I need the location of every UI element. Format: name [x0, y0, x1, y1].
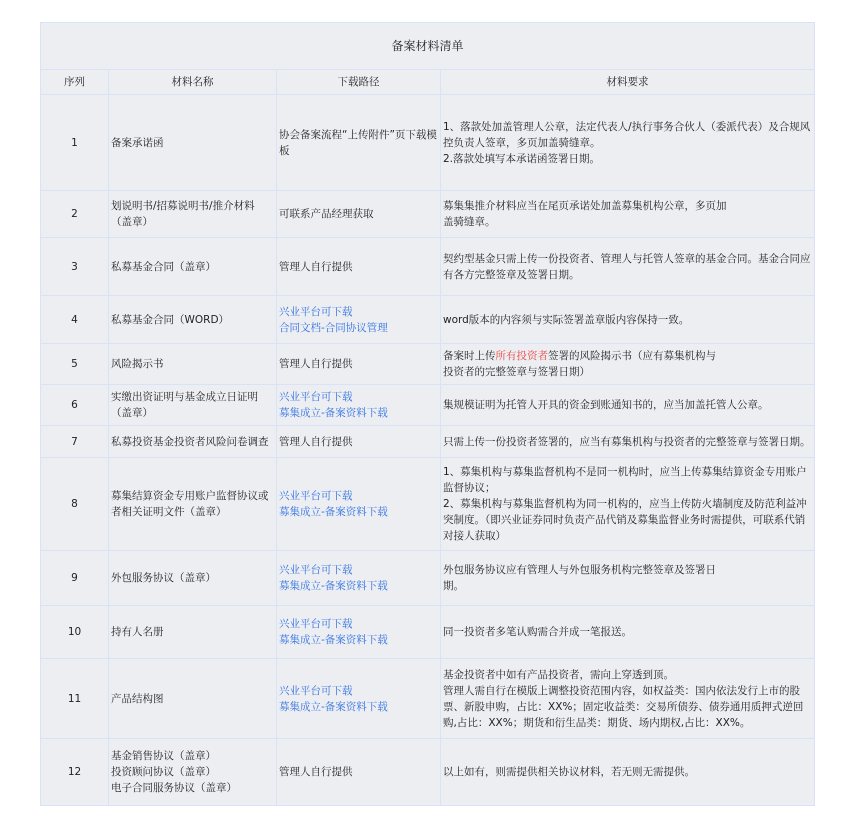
- cell-requirement: [441, 426, 815, 458]
- cell-name: [109, 95, 277, 191]
- cell-name: [109, 739, 277, 806]
- material-name: 风险揭示书: [111, 358, 164, 370]
- cell-seq: 5: [41, 344, 109, 385]
- material-name: 私募基金合同（盖章）: [111, 260, 216, 273]
- cell-name: [109, 344, 277, 385]
- download-link[interactable]: 兴业平台可下载: [279, 564, 353, 576]
- cell-path: [277, 296, 441, 344]
- material-name: 划说明书/招募说明书/推介材料（盖章）: [111, 200, 255, 228]
- header-requirement: 材料要求: [441, 70, 815, 95]
- header-name: 材料名称: [109, 70, 277, 95]
- cell-path: [277, 385, 441, 426]
- requirement-text: 盖骑缝章。: [443, 216, 496, 228]
- cell-path: [277, 606, 441, 659]
- cell-seq: 12: [41, 739, 109, 806]
- table-row: [41, 659, 815, 739]
- cell-seq: 7: [41, 426, 109, 458]
- cell-path: [277, 426, 441, 458]
- cell-path: [277, 344, 441, 385]
- requirement-fragment: 备案时上传: [443, 350, 496, 362]
- table-row: [41, 551, 815, 606]
- cell-name: [109, 551, 277, 606]
- cell-seq: 3: [41, 238, 109, 296]
- download-path-text: 管理人自行提供: [279, 358, 353, 370]
- download-path-text: 协会备案流程“上传附件”页下载模板: [279, 128, 437, 157]
- cell-requirement: [441, 458, 815, 551]
- download-link[interactable]: 兴业平台可下载: [279, 391, 353, 403]
- material-name: 电子合同服务协议（盖章）: [111, 782, 237, 794]
- material-name: 备案承诺函: [111, 136, 164, 149]
- material-name: 私募投资基金投资者风险问卷调查: [111, 435, 269, 448]
- cell-requirement: [441, 551, 815, 606]
- requirement-text: 期。: [443, 580, 464, 592]
- cell-path: [277, 95, 441, 191]
- requirement-text: 募集集推介材料应当在尾页承诺处加盖募集机构公章，多页加: [443, 200, 727, 212]
- cell-seq: 8: [41, 458, 109, 551]
- requirement-text: 1、落款处加盖管理人公章，法定代表人/执行事务合伙人（委派代表）及合规风控负责人签章，多页加盖骑缝章。: [443, 120, 811, 149]
- table-title: 备案材料清单: [41, 23, 815, 70]
- cell-name: [109, 426, 277, 458]
- cell-name: [109, 191, 277, 238]
- cell-name: [109, 606, 277, 659]
- table-row: [41, 385, 815, 426]
- download-path-text: 可联系产品经理获取: [279, 208, 374, 220]
- cell-requirement: [441, 95, 815, 191]
- material-name: 持有人名册: [111, 626, 164, 638]
- download-link[interactable]: 兴业平台可下载: [279, 684, 353, 697]
- cell-name: [109, 458, 277, 551]
- cell-name: [109, 296, 277, 344]
- header-seq: 序列: [41, 70, 109, 95]
- cell-requirement: [441, 385, 815, 426]
- table-row: [41, 191, 815, 238]
- header-row: [41, 70, 815, 95]
- table-row: [41, 238, 815, 296]
- table-row: [41, 606, 815, 659]
- table-row: [41, 426, 815, 458]
- requirement-text: 基金投资者中如有产品投资者，需向上穿透到顶。: [443, 668, 674, 681]
- requirement-text: 同一投资者多笔认购需合并成一笔报送。: [443, 626, 632, 638]
- requirement-text: 2.落款处填写本承诺函签署日期。: [443, 152, 601, 165]
- cell-path: [277, 458, 441, 551]
- download-link[interactable]: 募集成立-备案资料下载: [279, 580, 388, 592]
- cell-path: [277, 191, 441, 238]
- cell-requirement: [441, 191, 815, 238]
- download-link[interactable]: 募集成立-备案资料下载: [279, 506, 388, 518]
- requirement-text: word版本的内容须与实际签署盖章版内容保持一致。: [443, 313, 690, 326]
- cell-seq: 4: [41, 296, 109, 344]
- cell-requirement: [441, 659, 815, 739]
- materials-table: [40, 22, 815, 806]
- download-link[interactable]: 募集成立-备案资料下载: [279, 407, 388, 419]
- download-path-text: 管理人自行提供: [279, 766, 353, 778]
- table-row: [41, 95, 815, 191]
- requirement-text: 集规模证明为托管人开具的资金到账通知书的，应当加盖托管人公章。: [443, 399, 769, 411]
- download-path-text: 管理人自行提供: [279, 435, 353, 448]
- cell-requirement: [441, 296, 815, 344]
- requirement-text: 1、募集机构与募集监督机构不是同一机构时，应当上传募集结算资金专用账户监督协议；: [443, 466, 807, 494]
- cell-path: [277, 739, 441, 806]
- requirement-text: 管理人需自行在模版上调整投资范围内容，如权益类：国内依法发行上市的股票、新股申购，占比：XX%；固定收益类：交易所债券、债券通用质押式逆回购,占比：XX%；期货和衍生品类：期货、场内期权,占比：XX%。: [443, 684, 804, 729]
- material-name: 私募基金合同（WORD）: [111, 313, 230, 326]
- cell-requirement: [441, 739, 815, 806]
- table-row: [41, 739, 815, 806]
- requirement-text: 外包服务协议应有管理人与外包服务机构完整签章及签署日: [443, 564, 716, 576]
- download-path-text: 管理人自行提供: [279, 260, 353, 273]
- requirement-fragment: 签署的风险揭示书（应有募集机构与: [548, 350, 716, 362]
- cell-seq: 6: [41, 385, 109, 426]
- requirement-text: 以上如有，则需提供相关协议材料，若无则无需提供。: [443, 766, 695, 778]
- highlighted-text: 所有投资者: [495, 350, 548, 362]
- requirement-text: 投资者的完整签章与签署日期）: [443, 366, 590, 378]
- download-link[interactable]: 兴业平台可下载: [279, 490, 353, 502]
- cell-name: [109, 659, 277, 739]
- cell-path: [277, 659, 441, 739]
- download-link[interactable]: 合同文档-合同协议管理: [279, 321, 388, 334]
- cell-seq: 2: [41, 191, 109, 238]
- download-link[interactable]: 募集成立-备案资料下载: [279, 634, 388, 646]
- requirement-text: 契约型基金只需上传一份投资者、管理人与托管人签章的基金合同。基金合同应有各方完整签章及签署日期。: [443, 252, 811, 281]
- cell-seq: 11: [41, 659, 109, 739]
- download-link[interactable]: 兴业平台可下载: [279, 618, 353, 630]
- cell-requirement: [441, 344, 815, 385]
- header-path: 下载路径: [277, 70, 441, 95]
- cell-path: [277, 238, 441, 296]
- table-row: [41, 344, 815, 385]
- download-link[interactable]: 募集成立-备案资料下载: [279, 700, 388, 713]
- cell-requirement: [441, 238, 815, 296]
- requirement-text: 只需上传一份投资者签署的，应当有募集机构与投资者的完整签章与签署日期。: [443, 435, 811, 448]
- table-row: [41, 458, 815, 551]
- cell-name: [109, 385, 277, 426]
- material-name: 募集结算资金专用账户监督协议或者相关证明文件（盖章）: [111, 490, 269, 518]
- material-name: 产品结构图: [111, 692, 164, 705]
- requirement-text: [443, 348, 812, 364]
- material-name: 投资顾问协议（盖章）: [111, 766, 216, 778]
- cell-seq: 10: [41, 606, 109, 659]
- material-name: 实缴出资证明与基金成立日证明（盖章）: [111, 391, 258, 419]
- cell-requirement: [441, 606, 815, 659]
- material-name: 基金销售协议（盖章）: [111, 750, 216, 762]
- cell-name: [109, 238, 277, 296]
- requirement-text: 2、募集机构与募集监督机构为同一机构的，应当上传防火墙制度及防范利益冲突制度。（即兴业证券同时负责产品代销及募集监督业务时需提供，可联系代销对接人获取）: [443, 498, 807, 542]
- download-link[interactable]: 兴业平台可下载: [279, 305, 353, 318]
- cell-seq: 9: [41, 551, 109, 606]
- cell-seq: 1: [41, 95, 109, 191]
- material-name: 外包服务协议（盖章）: [111, 572, 216, 584]
- cell-path: [277, 551, 441, 606]
- table-row: [41, 296, 815, 344]
